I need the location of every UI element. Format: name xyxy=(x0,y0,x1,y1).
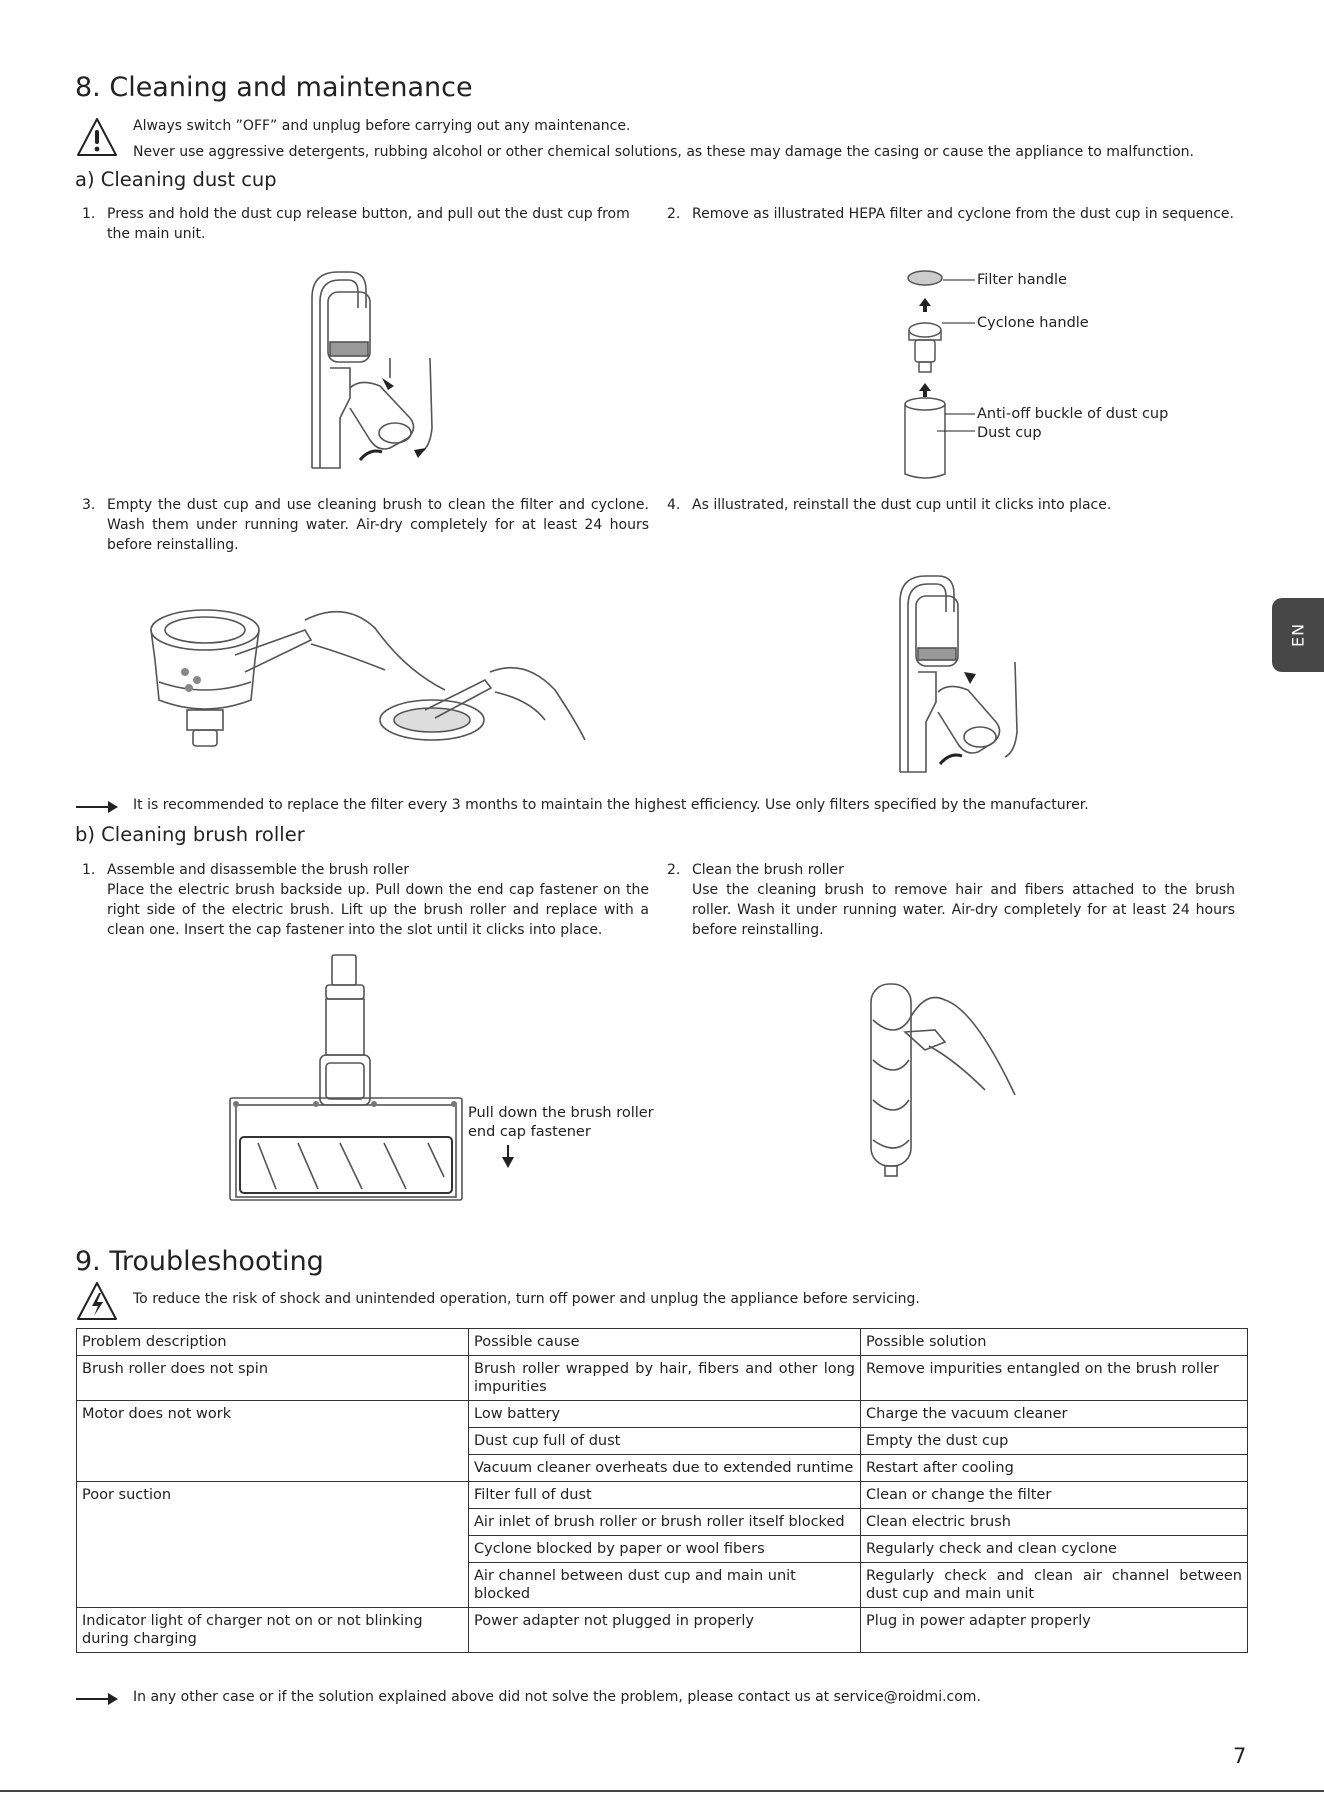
solution-cell: Charge the vacuum cleaner xyxy=(861,1401,1248,1428)
solution-cell: Clean electric brush xyxy=(861,1509,1248,1536)
step-number: 2. xyxy=(667,206,681,222)
step-a3 xyxy=(82,495,649,555)
table-row xyxy=(77,1608,1248,1653)
cleaning-filter-cyclone-illustration xyxy=(145,600,590,755)
step-text: Place the electric brush backside up. Pull down the end cap fastener on the right side of the electric brush. Lift up the brush roller and replace with a clean one. Insert the cap fastener into the slot until it clicks into place. xyxy=(107,882,649,938)
cause-cell: Power adapter not plugged in properly xyxy=(469,1608,861,1653)
label-pull-down-line-1: Pull down the brush roller xyxy=(468,1105,654,1121)
step-text: Remove as illustrated HEPA filter and cyclone from the dust cup in sequence. xyxy=(692,206,1234,222)
tip-contact-support: In any other case or if the solution explained above did not solve the problem, please contact us at service@roidmi.com. xyxy=(133,1689,981,1705)
cause-cell: Low battery xyxy=(469,1401,861,1428)
solution-cell: Clean or change the filter xyxy=(861,1482,1248,1509)
table-row xyxy=(77,1401,1248,1428)
vacuum-dust-cup-removal-illustration xyxy=(290,268,450,473)
language-tab-label: EN xyxy=(1288,622,1308,648)
label-pull-down-line-2: end cap fastener xyxy=(468,1124,591,1140)
cause-cell: Filter full of dust xyxy=(469,1482,861,1509)
arrow-right-icon xyxy=(76,1698,110,1700)
step-a4 xyxy=(667,495,1247,515)
problem-cell: Poor suction xyxy=(77,1482,469,1608)
problem-cell: Brush roller does not spin xyxy=(77,1356,469,1401)
section-9-title: 9. Troubleshooting xyxy=(75,1246,324,1277)
problem-cell: Indicator light of charger not on or not blinking during charging xyxy=(77,1608,469,1653)
cause-cell: Brush roller wrapped by hair, fibers and other long impurities xyxy=(469,1356,861,1401)
troubleshooting-table xyxy=(76,1328,1248,1653)
solution-cell: Regularly check and clean cyclone xyxy=(861,1536,1248,1563)
step-text: As illustrated, reinstall the dust cup until it clicks into place. xyxy=(692,497,1112,513)
troubleshooting-warning: To reduce the risk of shock and unintended operation, turn off power and unplug the appliance before servicing. xyxy=(133,1291,920,1307)
step-title: Assemble and disassemble the brush roller xyxy=(107,862,410,878)
exploded-dust-cup-illustration xyxy=(895,268,975,483)
table-header-cell: Problem description xyxy=(77,1329,469,1356)
bottom-rule xyxy=(0,1790,1324,1792)
label-dust-cup: Dust cup xyxy=(977,425,1042,441)
label-anti-off-buckle: Anti-off buckle of dust cup xyxy=(977,406,1169,422)
table-header-cell: Possible solution xyxy=(861,1329,1248,1356)
arrow-right-icon-head xyxy=(108,1693,118,1705)
arrow-right-icon-head xyxy=(108,801,118,813)
step-number: 2. xyxy=(667,862,681,878)
step-title: Clean the brush roller xyxy=(692,862,844,878)
cause-cell: Dust cup full of dust xyxy=(469,1428,861,1455)
table-header-row xyxy=(77,1329,1248,1356)
table-row xyxy=(77,1356,1248,1401)
step-a2 xyxy=(667,204,1247,224)
step-text: Press and hold the dust cup release button, and pull out the dust cup from the main unit. xyxy=(107,206,630,242)
solution-cell: Empty the dust cup xyxy=(861,1428,1248,1455)
arrow-right-icon xyxy=(76,806,110,808)
reinstall-dust-cup-illustration xyxy=(880,572,1025,777)
language-tab[interactable] xyxy=(1272,598,1324,672)
cause-cell: Air inlet of brush roller or brush roller itself blocked xyxy=(469,1509,861,1536)
section-8-title: 8. Cleaning and maintenance xyxy=(75,72,473,103)
step-text: Use the cleaning brush to remove hair and fibers attached to the brush roller. Wash it under running water. Air-dry completely for at least 24 hours before reinstalling. xyxy=(692,882,1235,938)
cause-cell: Air channel between dust cup and main unit blocked xyxy=(469,1563,861,1608)
subheading-cleaning-dust-cup: a) Cleaning dust cup xyxy=(75,168,277,191)
step-number: 4. xyxy=(667,497,681,513)
step-a1 xyxy=(82,204,652,244)
warning-triangle-icon xyxy=(75,116,119,158)
cause-cell: Cyclone blocked by paper or wool fibers xyxy=(469,1536,861,1563)
solution-cell: Plug in power adapter properly xyxy=(861,1608,1248,1653)
warning-line-1: Always switch ”OFF” and unplug before carrying out any maintenance. xyxy=(133,118,631,134)
cause-cell: Vacuum cleaner overheats due to extended runtime xyxy=(469,1455,861,1482)
table-row xyxy=(77,1482,1248,1509)
solution-cell: Regularly check and clean air channel between dust cup and main unit xyxy=(861,1563,1248,1608)
label-filter-handle: Filter handle xyxy=(977,272,1067,288)
table-header-cell: Possible cause xyxy=(469,1329,861,1356)
step-number: 3. xyxy=(82,497,96,513)
solution-cell: Restart after cooling xyxy=(861,1455,1248,1482)
step-number: 1. xyxy=(82,862,96,878)
problem-cell: Motor does not work xyxy=(77,1401,469,1482)
page-number: 7 xyxy=(1233,1744,1247,1768)
step-number: 1. xyxy=(82,206,96,222)
warning-line-2: Never use aggressive detergents, rubbing alcohol or other chemical solutions, as these may damage the casing or cause the appliance to malfunction. xyxy=(133,144,1194,160)
subheading-cleaning-brush-roller: b) Cleaning brush roller xyxy=(75,823,305,846)
step-b1 xyxy=(82,860,649,940)
tip-replace-filter: It is recommended to replace the filter every 3 months to maintain the highest efficiency. Use only filters specified by the manufacturer. xyxy=(133,797,1089,813)
label-cyclone-handle: Cyclone handle xyxy=(977,315,1089,331)
cleaning-brush-roller-illustration xyxy=(865,980,1035,1180)
solution-cell: Remove impurities entangled on the brush roller xyxy=(861,1356,1248,1401)
electric-warning-icon xyxy=(75,1280,119,1322)
electric-brush-illustration xyxy=(228,955,523,1205)
step-text: Empty the dust cup and use cleaning brush to clean the filter and cyclone. Wash them under running water. Air-dry completely for at least 24 hours before reinstalling. xyxy=(107,497,649,553)
step-b2 xyxy=(667,860,1235,940)
